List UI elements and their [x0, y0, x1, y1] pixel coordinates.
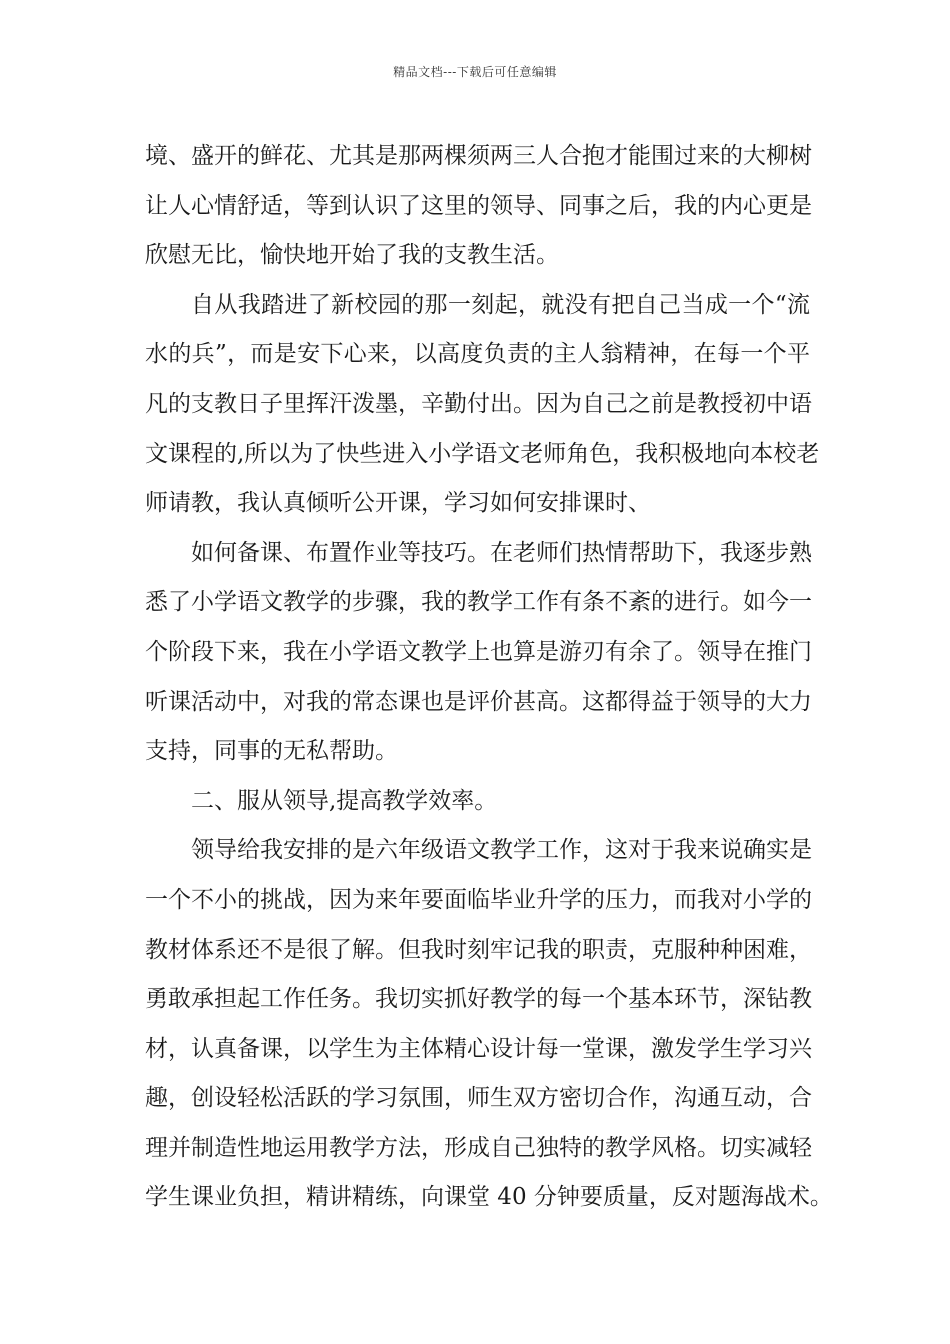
text-line: 材，认真备课，以学生为主体精心设计每一堂课，激发学生学习兴 [145, 1035, 812, 1062]
page-header: 精品文档---下载后可任意编辑 [393, 65, 557, 79]
text-line: 学生课业负担，精讲精练，向课堂 40 分钟要质量，反对题海战术。 [145, 1184, 833, 1211]
text-line: 教材体系还不是很了解。但我时刻牢记我的职责，克服种种困难， [145, 936, 812, 963]
text-line: 境、盛开的鲜花、尤其是那两棵须两三人合抱才能围过来的大柳树 [145, 143, 812, 169]
text-line: 师请教，我认真倾听公开课，学习如何安排课时、 [145, 490, 651, 517]
text-line: 文课程的,所以为了快些进入小学语文老师角色，我积极地向本校老 [145, 440, 820, 467]
text-line: 勇敢承担起工作任务。我切实抓好教学的每一个基本环节，深钻教 [145, 986, 812, 1013]
text-line: 凡的支教日子里挥汗泼墨，辛勤付出。因为自己之前是教授初中语 [145, 390, 812, 417]
text-line: 欣慰无比，愉快地开始了我的支教生活。 [145, 242, 559, 269]
text-line: 如何备课、布置作业等技巧。在老师们热情帮助下，我逐步熟 [191, 539, 812, 566]
text-line: 悉了小学语文教学的步骤，我的教学工作有条不紊的进行。如今一 [145, 589, 812, 616]
body-text [145, 132, 833, 1223]
text-line: 支持，同事的无私帮助。 [145, 738, 398, 765]
text-line: 领导给我安排的是六年级语文教学工作，这对于我来说确实是 [191, 837, 812, 864]
text-line: 趣，创设轻松活跃的学习氛围，师生双方密切合作，沟通互动，合 [145, 1085, 812, 1112]
text-line: 个阶段下来，我在小学语文教学上也算是游刃有余了。领导在推门 [145, 638, 812, 665]
text-line: 听课活动中，对我的常态课也是评价甚高。这都得益于领导的大力 [145, 688, 812, 715]
text-line: 一个不小的挑战，因为来年要面临毕业升学的压力，而我对小学的 [145, 886, 812, 913]
text-line: 自从我踏进了新校园的那一刻起，就没有把自己当成一个“流 [191, 291, 810, 318]
text-line: 让人心情舒适，等到认识了这里的领导、同事之后，我的内心更是 [145, 192, 812, 219]
text-line: 水的兵”，而是安下心来，以高度负责的主人翁精神，在每一个平 [145, 341, 810, 368]
section-heading: 二、服从领导,提高教学效率。 [191, 787, 498, 814]
text-line: 理并制造性地运用教学方法，形成自己独特的教学风格。切实减轻 [145, 1134, 812, 1161]
